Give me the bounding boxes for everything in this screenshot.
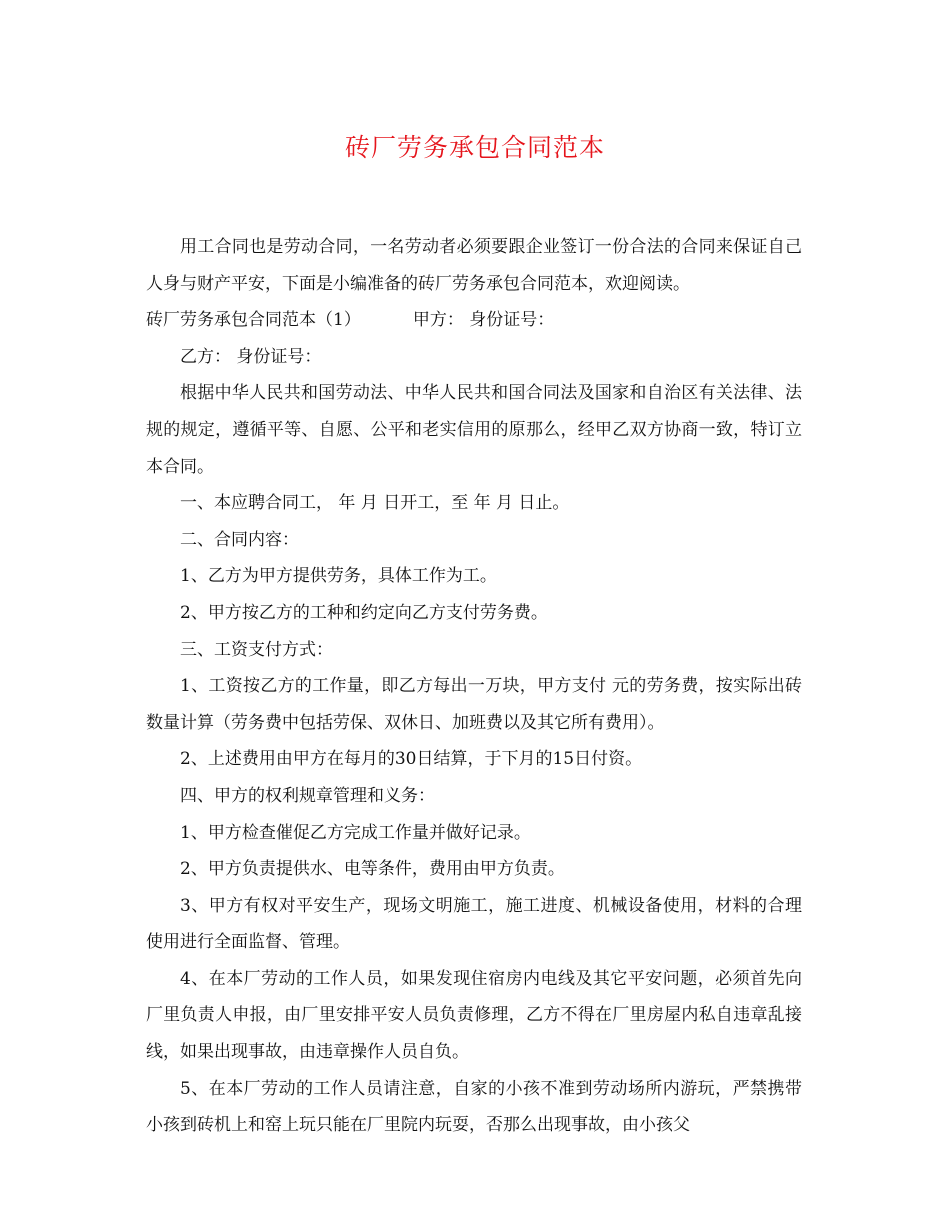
contract-heading-line xyxy=(146,302,802,339)
clause-4-1: 1、甲方检查催促乙方完成工作量并做好记录。 xyxy=(180,822,531,843)
document-body xyxy=(146,229,802,1144)
document-title: 砖厂劳务承包合同范本 xyxy=(344,133,605,162)
clause-4-3: 3、甲方有权对平安生产，现场文明施工，施工进度、机械设备使用，材料的合理使用进行全面监督、管理。 xyxy=(146,895,802,953)
section-2-heading: 二、合同内容： xyxy=(180,529,299,550)
section-4-heading: 四、甲方的权利规章管理和义务： xyxy=(180,785,435,806)
party-a-line: 甲方： 身份证号： xyxy=(412,310,555,331)
clause-3-2: 2、上述费用由甲方在每月的30日结算，于下月的15日付资。 xyxy=(180,749,643,770)
party-b-line: 乙方： 身份证号： xyxy=(180,346,322,367)
clause-4-4: 4、在本厂劳动的工作人员，如果发现住宿房内电线及其它平安问题，必须首先向厂里负责人申报，由厂里安排平安人员负责修理，乙方不得在厂里房屋内私自违章乱接线，如果出现事故，由违章操作人员自负。 xyxy=(146,968,802,1063)
clause-1-term: 一、本应聘合同工， 年 月 日开工，至 年 月 日止。 xyxy=(180,493,570,514)
clause-3-1: 1、工资按乙方的工作量，即乙方每出一万块，甲方支付 元的劳务费，按实际出砖数量计算（劳务费中包括劳保、双休日、加班费以及其它所有费用）。 xyxy=(146,676,802,733)
preamble-paragraph: 根据中华人民共和国劳动法、中华人民共和国合同法及国家和自治区有关法律、法规的规定，遵循平等、自愿、公平和老实信用的原那么，经甲乙双方协商一致，特订立本合同。 xyxy=(146,383,802,477)
clause-2-1: 1、乙方为甲方提供劳务，具体工作为工。 xyxy=(180,566,497,587)
section-3-heading: 三、工资支付方式： xyxy=(180,639,333,660)
clause-4-5: 5、在本厂劳动的工作人员请注意，自家的小孩不准到劳动场所内游玩，严禁携带小孩到砖机上和窑上玩只能在厂里院内玩耍，否那么出现事故，由小孩父 xyxy=(146,1078,802,1136)
contract-heading: 砖厂劳务承包合同范本（1） xyxy=(146,310,361,331)
intro-paragraph: 用工合同也是劳动合同，一名劳动者必须要跟企业签订一份合法的合同来保证自己人身与财产平安，下面是小编准备的砖厂劳务承包合同范本，欢迎阅读。 xyxy=(146,237,802,294)
clause-2-2: 2、甲方按乙方的工种和约定向乙方支付劳务费。 xyxy=(180,602,548,623)
clause-4-2: 2、甲方负责提供水、电等条件，费用由甲方负责。 xyxy=(180,859,565,880)
